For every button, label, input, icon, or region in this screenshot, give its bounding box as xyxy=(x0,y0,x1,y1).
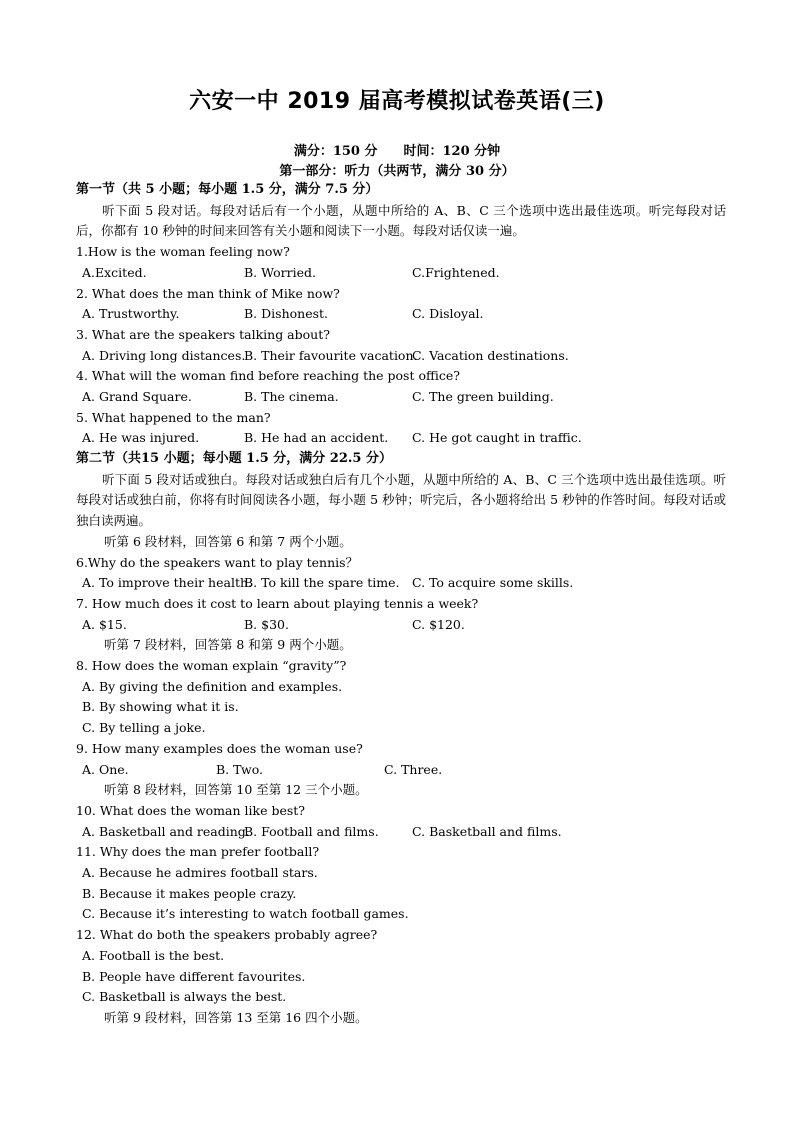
question-9: 9. How many examples does the woman use? xyxy=(76,740,363,756)
section1-instructions: 听下面 5 段对话。每段对话后有一个小题，从题中所给的 A、B、C 三个选项中选出最佳选项。听完每段对话后，你都有 10 秒钟的时间来回答有关小题和阅读下一小题。每段对话仅读一遍。 xyxy=(76,202,726,239)
option-c: C. Basketball and films. xyxy=(412,823,562,839)
option-a: A. Basketball and reading. xyxy=(82,823,250,839)
option-c: C. Disloyal. xyxy=(412,306,484,322)
option-b: B. Their favourite vacation. xyxy=(244,347,418,363)
question-3: 3. What are the speakers talking about? xyxy=(76,326,330,342)
section2-instructions: 听下面 5 段对话或独白。每段对话或独白后有几个小题，从题中所给的 A、B、C 三个选项中选出最佳选项。听每段对话或独白前，你将有时间阅读各小题，每小题 5 秒钟；听完后，各小题将给出 5 秒钟的作答时间。每段对话或独白读两遍。 xyxy=(76,471,726,529)
question-11: 11. Why does the man prefer football? xyxy=(76,844,320,860)
option-c: C. The green building. xyxy=(412,388,554,404)
total-score: 满分：150 分 xyxy=(293,144,378,159)
section2-heading: 第二节（共15 小题；每小题 1.5 分，满分 22.5 分） xyxy=(76,451,392,467)
exam-meta xyxy=(0,140,794,159)
listening-material-8: 听第 8 段材料，回答第 10 至第 12 三个小题。 xyxy=(104,782,368,798)
option-a: A. By giving the definition and examples. xyxy=(82,678,343,694)
question-2: 2. What does the man think of Mike now? xyxy=(76,285,340,301)
option-b: B. To kill the spare time. xyxy=(244,575,400,591)
listening-material-9: 听第 9 段材料，回答第 13 至第 16 四个小题。 xyxy=(104,1009,368,1025)
question-1-options xyxy=(76,263,726,284)
question-9-options xyxy=(76,760,726,781)
option-c: C. Vacation destinations. xyxy=(412,347,569,363)
option-a: A. One. xyxy=(82,761,129,777)
question-12: 12. What do both the speakers probably agree? xyxy=(76,927,378,943)
option-c: C. To acquire some skills. xyxy=(412,575,574,591)
option-a: A. Football is the best. xyxy=(82,947,225,963)
option-c: C. Three. xyxy=(384,761,443,777)
option-b: B. Football and films. xyxy=(244,823,379,839)
option-a: A. Driving long distances. xyxy=(82,347,246,363)
option-c: C. By telling a joke. xyxy=(82,720,206,736)
option-b: B. Dishonest. xyxy=(244,306,329,322)
option-b: B. Because it makes people crazy. xyxy=(82,885,297,901)
option-b: B. The cinema. xyxy=(244,388,339,404)
option-c: C. $120. xyxy=(412,616,465,632)
question-3-options xyxy=(76,346,726,367)
option-a: A. Grand Square. xyxy=(82,388,192,404)
option-c: C. Basketball is always the best. xyxy=(82,989,287,1005)
question-4-options xyxy=(76,387,726,408)
option-c: C. He got caught in traffic. xyxy=(412,430,582,446)
part-heading: 第一部分：听力（共两节，满分 30 分） xyxy=(279,164,515,179)
listening-material-7: 听第 7 段材料，回答第 8 和第 9 两个小题。 xyxy=(104,637,352,653)
option-a: A.Excited. xyxy=(82,264,147,280)
option-a: A. $15. xyxy=(82,616,127,632)
question-6: 6.Why do the speakers want to play tennis？ xyxy=(76,554,359,570)
option-c: C.Frightened. xyxy=(412,264,500,280)
exam-content xyxy=(76,180,726,1029)
question-7-options xyxy=(76,615,726,636)
option-b: B. By showing what it is. xyxy=(82,699,239,715)
option-a: A. To improve their health. xyxy=(82,575,252,591)
option-b: B. People have different favourites. xyxy=(82,968,306,984)
option-b: B. He had an accident. xyxy=(244,430,389,446)
time-limit: 时间：120 分钟 xyxy=(403,144,501,159)
question-8: 8. How does the woman explain “gravity”? xyxy=(76,658,347,674)
option-a: A. He was injured. xyxy=(82,430,200,446)
option-a: A. Trustworthy. xyxy=(82,306,180,322)
question-1: 1.How is the woman feeling now? xyxy=(76,244,290,260)
option-b: B. Worried. xyxy=(244,264,316,280)
question-4: 4. What will the woman find before reaching the post office? xyxy=(76,368,460,384)
question-7: 7. How much does it cost to learn about playing tennis a week? xyxy=(76,595,479,611)
question-5-options xyxy=(76,428,726,449)
option-c: C. Because it’s interesting to watch football games. xyxy=(82,906,409,922)
question-2-options xyxy=(76,304,726,325)
option-a: A. Because he admires football stars. xyxy=(82,865,318,881)
question-5: 5. What happened to the man? xyxy=(76,409,271,425)
option-b: B. $30. xyxy=(244,616,289,632)
page-title: 六安一中 2019 届高考模拟试卷英语(三) xyxy=(189,89,605,114)
section1-heading: 第一节（共 5 小题；每小题 1.5 分，满分 7.5 分） xyxy=(76,182,379,197)
option-b: B. Two. xyxy=(216,761,264,777)
question-10: 10. What does the woman like best? xyxy=(76,802,305,818)
listening-material-6: 听第 6 段材料，回答第 6 和第 7 两个小题。 xyxy=(104,533,352,549)
question-10-options xyxy=(76,822,726,843)
question-6-options xyxy=(76,573,726,594)
